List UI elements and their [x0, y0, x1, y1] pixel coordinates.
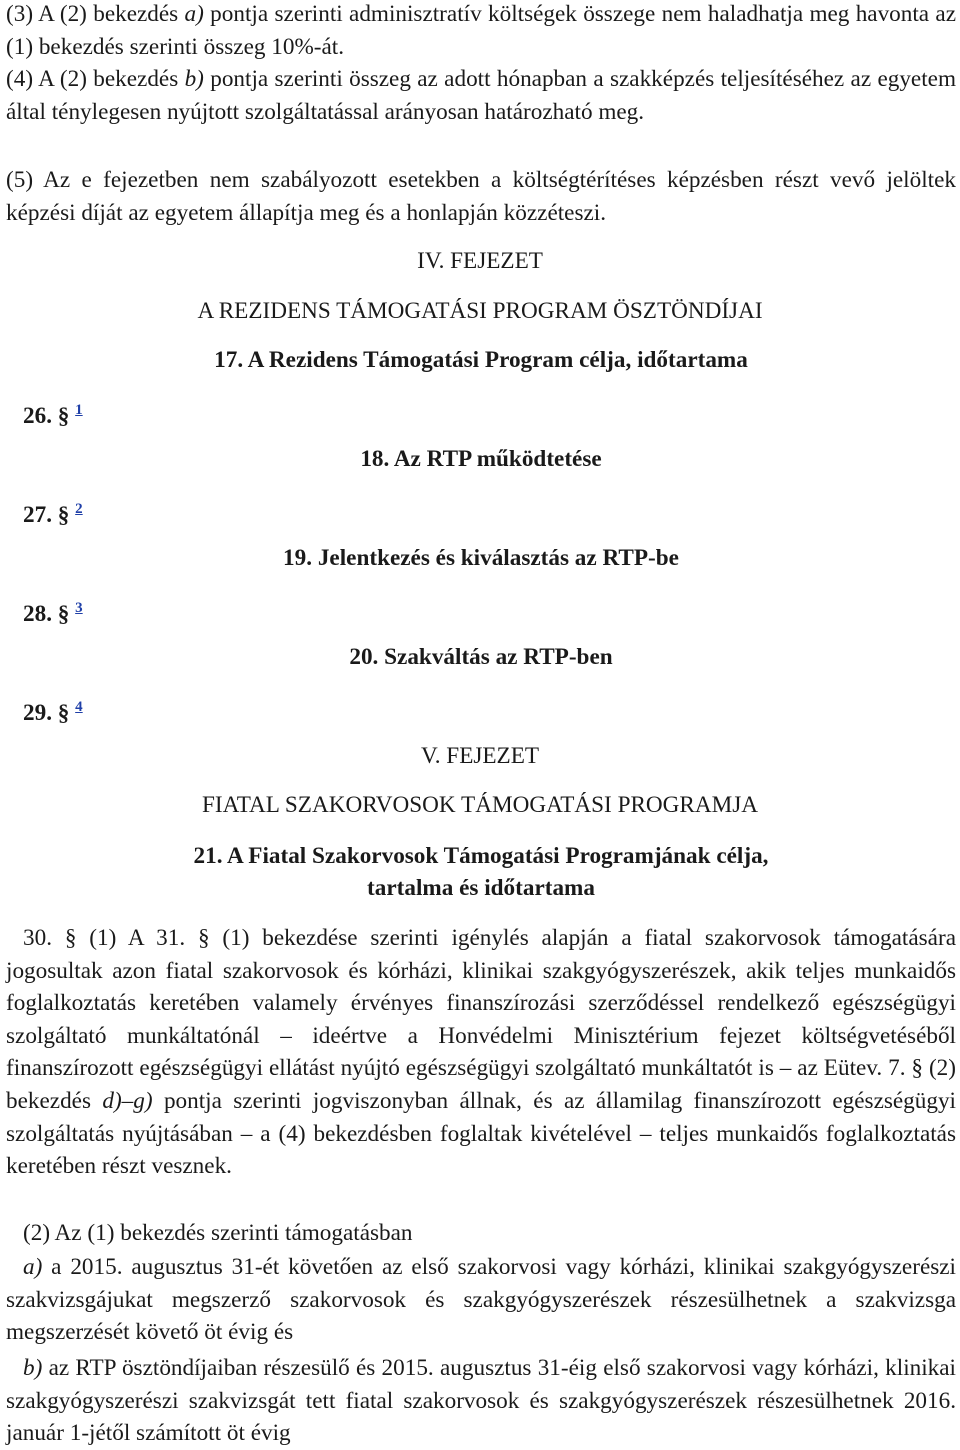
section-21-heading: 21. A Fiatal Szakorvosok Támogatási Programjának célja, tartalma és időtartama [193, 843, 769, 901]
paragraph-5: (5) Az e fejezetben nem szabályozott esetekben a költségtérítéses képzésben részt vevő jelöltek képzési díját az egyetem állapítja meg és a honlapján közzéteszi. [6, 167, 956, 226]
paragraph-3 [6, 0, 956, 63]
footnote-link-1[interactable]: 1 [75, 402, 83, 418]
repealed-section-29 [23, 691, 83, 729]
section-17-heading: 17. A Rezidens Támogatási Program célja, időtartama [214, 347, 748, 373]
footnote-link-3[interactable]: 3 [75, 600, 83, 616]
chapter-5-number: V. FEJEZET [420, 743, 540, 769]
point-a-label: a) [23, 1254, 43, 1280]
point-30-2-b [6, 1352, 956, 1450]
point-a-text: a 2015. augusztus 31-ét követően az első szakorvosi vagy kórházi, klinikai szakgyógyszerészi szakvizsgájukat megszerző szakorvosok és szakgyógyszerészek részesülhetnek a szakvizsga megszerzését követő öt évig és [6, 1254, 956, 1346]
section-number: 26. § [23, 403, 70, 429]
points-d-g-ref: d)–g) [102, 1087, 153, 1114]
paragraph-4 [6, 63, 956, 128]
section-20-heading: 20. Szakváltás az RTP-ben [349, 644, 613, 670]
paragraph-3-rest: pontja szerinti adminisztratív költségek összege nem haladhatja meg havonta az (1) bekezdés szerinti összeg 10%-át. [6, 1, 957, 60]
chapter-4-number: IV. FEJEZET [417, 248, 543, 274]
repealed-section-27 [23, 493, 83, 531]
footnote-link-2[interactable]: 2 [75, 501, 83, 517]
paragraph-30-1-text-b: pontja szerinti jogviszonyban állnak, és az államilag finanszírozott egészségügyi szolgáltatás nyújtásában – a (4) bekezdésben foglaltak kivételével – teljes munkaidős foglalkoztatás keretében részt vesznek. [6, 1087, 956, 1180]
chapter-5-title: FIATAL SZAKORVOSOK TÁMOGATÁSI PROGRAMJA [201, 792, 759, 818]
point-30-2-a [6, 1251, 956, 1349]
section-number: 27. § [23, 502, 70, 528]
paragraph-4-lead: (4) A (2) bekezdés [6, 66, 185, 92]
paragraph-3-lead: (3) A (2) bekezdés [6, 1, 185, 27]
footnote-link-4[interactable]: 4 [75, 699, 83, 715]
point-b-ref: b) [184, 66, 204, 92]
paragraph-4-rest: pontja szerinti összeg az adott hónapban a szakképzés teljesítéséhez az egyetem által ténylegesen nyújtott szolgáltatással arányosan határozható meg. [6, 66, 956, 125]
section-18-heading: 18. Az RTP működtetése [360, 446, 602, 472]
repealed-section-26 [23, 394, 83, 432]
point-a-ref: a) [184, 1, 204, 27]
repealed-section-28 [23, 592, 83, 630]
section-number: 29. § [23, 700, 70, 726]
chapter-4-title: A REZIDENS TÁMOGATÁSI PROGRAM ÖSZTÖNDÍJAI [197, 298, 763, 324]
paragraph-30-1-text-a: 30. § (1) A 31. § (1) bekezdése szerinti igénylés alapján a fiatal szakorvosok támogatására jogosultak azon fiatal szakorvosok és kórházi, klinikai szakgyógyszerészek, akik teljes munkaidős foglalkoztatás keretében valamely érvényes finanszírozási szerződéssel rendelkező egészségügyi szolgáltató munkáltatónál – ideértve a Honvédelmi Minisztérium fejezet költségvetéséből finanszírozott egészségügyi ellátást nyújtó egészségügyi szolgáltató munkáltatót is – az Eütev. 7. § (2) bekezdés [6, 925, 956, 1114]
point-b-label: b) [23, 1355, 43, 1381]
section-number: 28. § [23, 601, 70, 627]
paragraph-30-2: (2) Az (1) bekezdés szerinti támogatásban [23, 1220, 413, 1246]
paragraph-30-1 [6, 922, 956, 1183]
point-b-text: az RTP ösztöndíjaiban részesülő és 2015. augusztus 31-éig első szakorvosi vagy kórházi, klinikai szakgyógyszerészi szakvizsgát tett fiatal szakorvosok és szakgyógyszerészek részesülhetnek 2016. január 1-jétől számított öt évig [6, 1355, 956, 1447]
section-19-heading: 19. Jelentkezés és kiválasztás az RTP-be [283, 545, 679, 571]
